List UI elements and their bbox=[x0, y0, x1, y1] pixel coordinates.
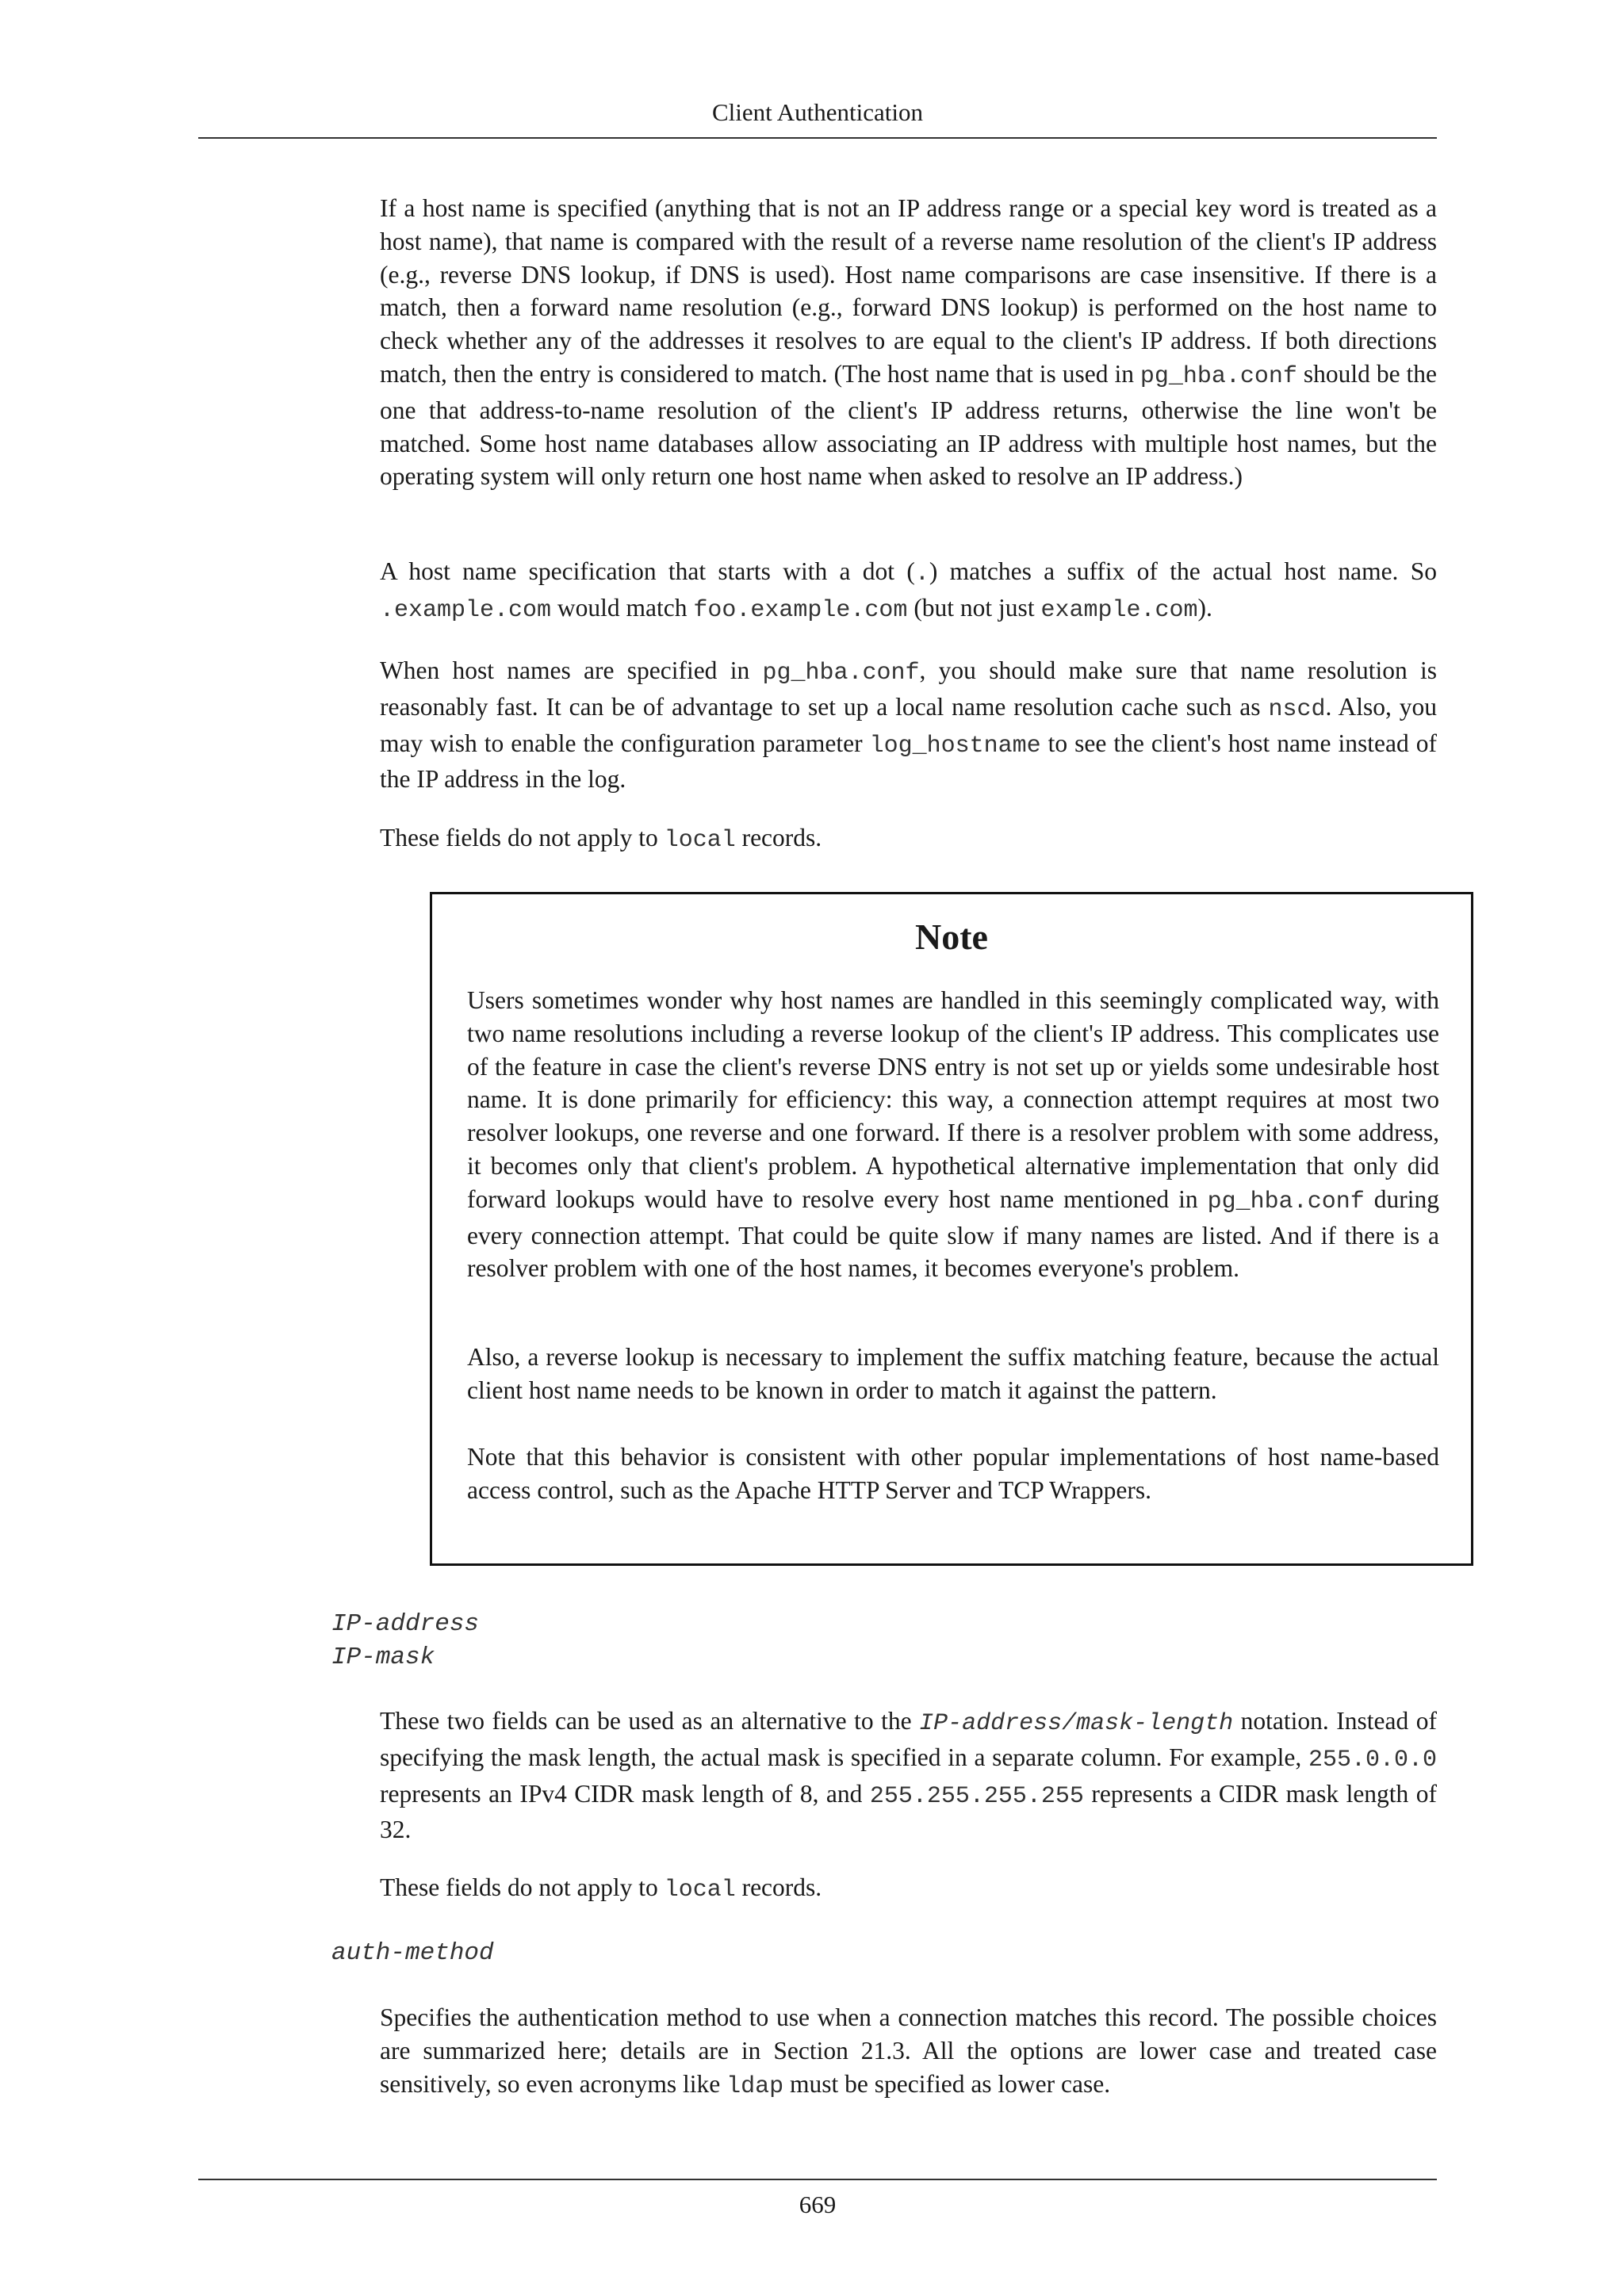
inline-code: local bbox=[664, 827, 736, 854]
ip-mask-paragraph bbox=[380, 1705, 1437, 1846]
text-run: ). bbox=[1197, 593, 1212, 622]
text-run: represents an IPv4 CIDR mask length of 8, and bbox=[380, 1779, 870, 1808]
inline-code: pg_hba.conf bbox=[762, 660, 920, 687]
text-run: , you should make sure that name resolution is reasonably fast. It can be of advantage to set up a local name resolution cache such as bbox=[380, 656, 1437, 721]
name-resolution-paragraph bbox=[380, 654, 1437, 796]
inline-code: .example.com bbox=[380, 596, 552, 624]
text-run: during every connection attempt. That could be quite slow if many names are listed. And if there is a resolver problem with one of the host names, it becomes everyone's problem. bbox=[467, 1184, 1439, 1283]
text-run: When host names are specified in bbox=[380, 656, 763, 684]
inline-code: foo.example.com bbox=[693, 596, 908, 624]
inline-parameter: IP-address/mask-length bbox=[919, 1710, 1234, 1737]
text-run: must be specified as lower case. bbox=[783, 2069, 1111, 2098]
inline-code: example.com bbox=[1040, 596, 1198, 624]
text-run: Specifies the authentication method to use when a connection matches this record. The possible choices are summarized here; details are in Section 21.3. All the options are lower case and treated case sensitively, so even acronyms like bbox=[380, 2003, 1437, 2098]
term-auth-method: auth-method bbox=[331, 1939, 494, 1967]
text-run: These two fields can be used as an alternative to the bbox=[380, 1707, 920, 1735]
local-records-paragraph-2 bbox=[380, 1871, 1437, 1908]
inline-code: nscd bbox=[1268, 695, 1326, 723]
text-run: represents a CIDR mask length of 32. bbox=[380, 1779, 1438, 1844]
note-box bbox=[430, 892, 1473, 1566]
text-run: would match bbox=[551, 593, 694, 622]
text-run: records. bbox=[735, 824, 822, 851]
note-title: Note bbox=[915, 916, 988, 957]
inline-code: ldap bbox=[726, 2072, 784, 2100]
local-records-paragraph bbox=[380, 821, 1437, 858]
text-run: (but not just bbox=[907, 593, 1041, 622]
text-run: . Also, you may wish to enable the configuration parameter bbox=[380, 692, 1437, 757]
term-ip-address: IP-address bbox=[331, 1610, 480, 1638]
term-ip-mask: IP-mask bbox=[331, 1644, 435, 1671]
text-run: These fields do not apply to bbox=[380, 824, 665, 851]
text-run: ) matches a suffix of the actual host name. So bbox=[929, 557, 1437, 585]
note-paragraph-suffix: Also, a reverse lookup is necessary to implement the suffix matching feature, because the actual client host name needs to be known in order to match it against the pattern. bbox=[467, 1343, 1439, 1404]
text-run: notation. Instead of specifying the mask length, the actual mask is specified in a separate column. For example, bbox=[380, 1707, 1437, 1771]
text-run: to see the client's host name instead of the IP address in the log. bbox=[380, 729, 1438, 794]
header-rule bbox=[198, 137, 1437, 139]
inline-code: 255.255.255.255 bbox=[869, 1782, 1084, 1810]
text-run: These fields do not apply to bbox=[380, 1873, 665, 1901]
inline-code: 255.0.0.0 bbox=[1308, 1746, 1437, 1774]
page-number: 669 bbox=[799, 2191, 837, 2218]
dot-suffix-paragraph bbox=[380, 555, 1437, 628]
inline-code: . bbox=[914, 561, 929, 587]
running-header: Client Authentication bbox=[711, 98, 924, 126]
footer-rule bbox=[198, 2179, 1437, 2180]
inline-code: local bbox=[664, 1877, 736, 1904]
inline-code: log_hostname bbox=[869, 732, 1041, 760]
note-paragraph-consistency: Note that this behavior is consistent with other popular implementations of host name-based access control, such as the Apache HTTP Server and TCP Wrappers. bbox=[467, 1443, 1439, 1504]
text-run: should be the one that address-to-name resolution of the client's IP address returns, otherwise the line won't be matched. Some host name databases allow associating an IP address with multiple host names, but the operating system will only return one host name when asked to resolve an IP address.) bbox=[380, 359, 1437, 491]
inline-code: pg_hba.conf bbox=[1139, 362, 1297, 390]
text-run: records. bbox=[735, 1873, 822, 1901]
note-paragraph-efficiency bbox=[467, 984, 1439, 1285]
inline-code: pg_hba.conf bbox=[1207, 1188, 1365, 1215]
host-name-paragraph bbox=[380, 192, 1437, 493]
text-run: If a host name is specified (anything that is not an IP address range or a special key word is treated as a host name), that name is compared with the result of a reverse name resolution of the client's IP address (e.g., reverse DNS lookup, if DNS is used). Host name comparisons are case insensitive. If there is a match, then a forward name resolution (e.g., forward DNS lookup) is performed on the host name to check whether any of the addresses it resolves to are equal to the client's IP address. If both directions match, then the entry is considered to match. (The host name that is used in bbox=[380, 194, 1437, 388]
auth-method-paragraph bbox=[380, 2001, 1437, 2103]
text-run: Users sometimes wonder why host names are handled in this seemingly complicated way, with two name resolutions including a reverse lookup of the client's IP address. This complicates use of the feature in case the client's reverse DNS entry is not set up or yields some undesirable host name. It is done primarily for efficiency: this way, a connection attempt requires at most two resolver lookups, one reverse and one forward. If there is a resolver problem with some address, it becomes only that client's problem. A hypothetical alternative implementation that only did forward lookups would have to resolve every host name mentioned in bbox=[467, 986, 1439, 1213]
text-run: A host name specification that starts with a dot ( bbox=[380, 557, 915, 585]
